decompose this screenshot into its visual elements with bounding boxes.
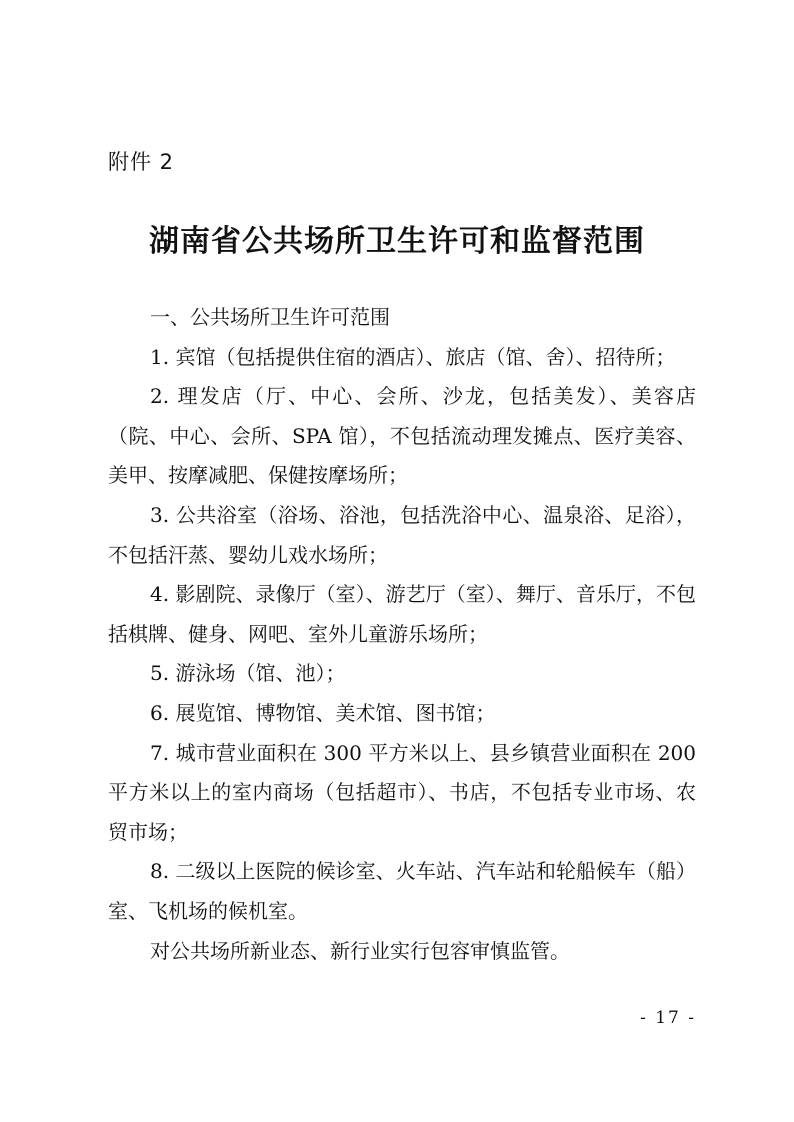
closing-paragraph: 对公共场所新业态、新行业实行包容审慎监管。: [150, 938, 570, 963]
list-item: 4. 影剧院、录像厅（室）、游艺厅（室）、舞厅、音乐厅，不包括棋牌、健身、网吧、室外儿童游乐场所；: [108, 582, 696, 646]
list-item: 3. 公共浴室（浴场、浴池，包括洗浴中心、温泉浴、足浴），不包括汗蒸、婴幼儿戏水场所；: [108, 502, 696, 567]
attachment-label: 附件 2: [108, 150, 175, 174]
list-item: 2. 理发店（厅、中心、会所、沙龙，包括美发）、美容店（院、中心、会所、SPA 馆），不包括流动理发摊点、医疗美容、美甲、按摩减肥、保健按摩场所；: [108, 384, 696, 488]
list-item: 8. 二级以上医院的候诊室、火车站、汽车站和轮船候车（船）室、飞机场的候机室。: [108, 859, 696, 923]
list-item: 1. 宾馆（包括提供住宿的酒店）、旅店（馆、舍）、招待所；: [150, 344, 676, 369]
list-item: 6. 展览馆、博物馆、美术馆、图书馆；: [150, 700, 496, 725]
page-number: - 17 -: [640, 1008, 696, 1028]
list-item: 5. 游泳场（馆、池）；: [150, 661, 346, 686]
list-item: 7. 城市营业面积在 300 平方米以上、县乡镇营业面积在 200 平方米以上的室内商场（包括超市）、书店，不包括专业市场、农贸市场；: [108, 740, 696, 844]
document-title: 湖南省公共场所卫生许可和监督范围: [149, 224, 645, 259]
document-body: [108, 298, 696, 971]
section-heading: 一、公共场所卫生许可范围: [150, 305, 390, 329]
